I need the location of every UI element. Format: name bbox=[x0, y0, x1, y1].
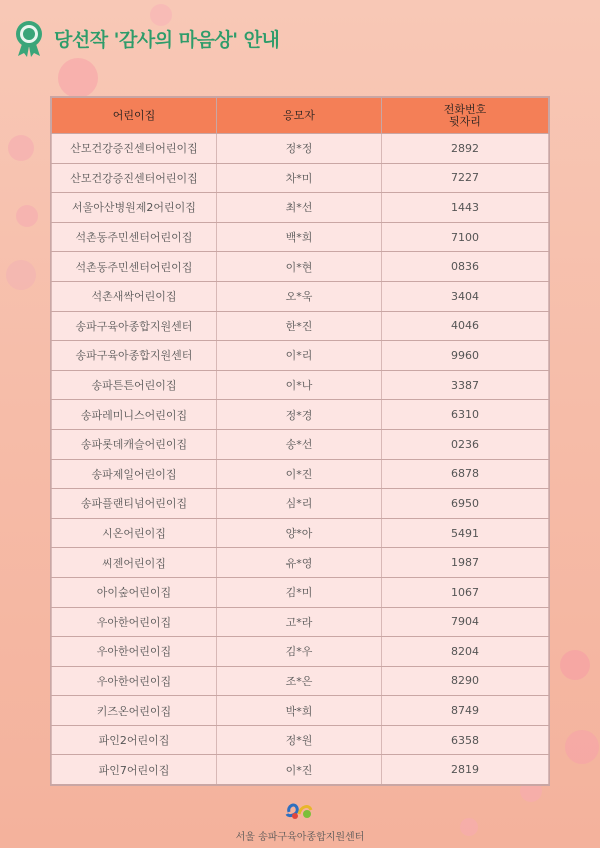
footer bbox=[0, 800, 600, 843]
cell-applicant: 최*선 bbox=[217, 193, 382, 223]
cell-phone: 3404 bbox=[382, 281, 549, 311]
cell-applicant: 유*영 bbox=[217, 548, 382, 578]
cell-daycare: 송파롯데캐슬어린이집 bbox=[52, 429, 217, 459]
organization-logo bbox=[283, 800, 317, 822]
cell-daycare: 우아한어린이집 bbox=[52, 607, 217, 637]
cell-daycare: 파인2어린이집 bbox=[52, 725, 217, 755]
table-row bbox=[52, 163, 549, 193]
cell-phone: 6358 bbox=[382, 725, 549, 755]
table-row bbox=[52, 577, 549, 607]
header-daycare: 어린이집 bbox=[52, 98, 217, 134]
cell-applicant: 오*욱 bbox=[217, 281, 382, 311]
table-row bbox=[52, 666, 549, 696]
cell-daycare: 우아한어린이집 bbox=[52, 637, 217, 667]
cell-daycare: 송파구육아종합지원센터 bbox=[52, 311, 217, 341]
header-phone: 전화번호 뒷자리 bbox=[382, 98, 549, 134]
table-row bbox=[52, 607, 549, 637]
table-row bbox=[52, 637, 549, 667]
cell-daycare: 산모건강증진센터어린이집 bbox=[52, 134, 217, 164]
cell-phone: 7100 bbox=[382, 222, 549, 252]
cell-daycare: 송파제일어린이집 bbox=[52, 459, 217, 489]
cell-daycare: 씨젠어린이집 bbox=[52, 548, 217, 578]
table-row bbox=[52, 548, 549, 578]
cell-phone: 8749 bbox=[382, 696, 549, 726]
winners-table bbox=[50, 96, 550, 786]
table-row bbox=[52, 134, 549, 164]
cell-phone: 7227 bbox=[382, 163, 549, 193]
cell-phone: 6950 bbox=[382, 489, 549, 519]
cell-applicant: 조*은 bbox=[217, 666, 382, 696]
page-title: 당선작 '감사의 마음상' 안내 bbox=[54, 28, 280, 51]
table-row bbox=[52, 489, 549, 519]
cell-applicant: 차*미 bbox=[217, 163, 382, 193]
cell-applicant: 한*진 bbox=[217, 311, 382, 341]
cell-phone: 8204 bbox=[382, 637, 549, 667]
cell-applicant: 이*현 bbox=[217, 252, 382, 282]
cell-applicant: 정*원 bbox=[217, 725, 382, 755]
cell-applicant: 김*미 bbox=[217, 577, 382, 607]
table-row bbox=[52, 193, 549, 223]
medal-icon bbox=[12, 18, 46, 58]
table-row bbox=[52, 370, 549, 400]
cell-phone: 5491 bbox=[382, 518, 549, 548]
page-header bbox=[12, 18, 279, 58]
cell-daycare: 우아한어린이집 bbox=[52, 666, 217, 696]
cell-phone: 6878 bbox=[382, 459, 549, 489]
cell-applicant: 정*경 bbox=[217, 400, 382, 430]
cell-applicant: 고*라 bbox=[217, 607, 382, 637]
table-row bbox=[52, 222, 549, 252]
cell-daycare: 송파튼튼어린이집 bbox=[52, 370, 217, 400]
organization-name: 서울 송파구육아종합지원센터 bbox=[235, 832, 365, 843]
cell-applicant: 이*나 bbox=[217, 370, 382, 400]
cell-daycare: 파인7어린이집 bbox=[52, 755, 217, 785]
header-applicant: 응모자 bbox=[217, 98, 382, 134]
cell-daycare: 석촌동주민센터어린이집 bbox=[52, 252, 217, 282]
cell-phone: 2892 bbox=[382, 134, 549, 164]
cell-phone: 0836 bbox=[382, 252, 549, 282]
cell-phone: 7904 bbox=[382, 607, 549, 637]
table-row bbox=[52, 252, 549, 282]
table-header-row bbox=[52, 98, 549, 134]
table-row bbox=[52, 281, 549, 311]
cell-phone: 1987 bbox=[382, 548, 549, 578]
cell-applicant: 백*희 bbox=[217, 222, 382, 252]
table-row bbox=[52, 696, 549, 726]
cell-applicant: 이*진 bbox=[217, 459, 382, 489]
cell-daycare: 키즈온어린이집 bbox=[52, 696, 217, 726]
cell-daycare: 송파구육아종합지원센터 bbox=[52, 341, 217, 371]
table-row bbox=[52, 755, 549, 785]
cell-phone: 3387 bbox=[382, 370, 549, 400]
cell-phone: 1067 bbox=[382, 577, 549, 607]
table-row bbox=[52, 311, 549, 341]
cell-daycare: 시온어린이집 bbox=[52, 518, 217, 548]
cell-daycare: 석촌동주민센터어린이집 bbox=[52, 222, 217, 252]
table-row bbox=[52, 725, 549, 755]
cell-applicant: 김*우 bbox=[217, 637, 382, 667]
cell-phone: 2819 bbox=[382, 755, 549, 785]
cell-phone: 6310 bbox=[382, 400, 549, 430]
table-row bbox=[52, 400, 549, 430]
cell-applicant: 이*리 bbox=[217, 341, 382, 371]
table-row bbox=[52, 341, 549, 371]
table-row bbox=[52, 518, 549, 548]
cell-daycare: 서울아산병원제2어린이집 bbox=[52, 193, 217, 223]
cell-applicant: 송*선 bbox=[217, 429, 382, 459]
cell-phone: 9960 bbox=[382, 341, 549, 371]
cell-daycare: 산모건강증진센터어린이집 bbox=[52, 163, 217, 193]
cell-daycare: 송파레미니스어린이집 bbox=[52, 400, 217, 430]
cell-phone: 4046 bbox=[382, 311, 549, 341]
table-row bbox=[52, 459, 549, 489]
table-row bbox=[52, 429, 549, 459]
cell-applicant: 이*진 bbox=[217, 755, 382, 785]
cell-applicant: 양*아 bbox=[217, 518, 382, 548]
cell-daycare: 석촌새싹어린이집 bbox=[52, 281, 217, 311]
cell-applicant: 박*희 bbox=[217, 696, 382, 726]
cell-applicant: 정*정 bbox=[217, 134, 382, 164]
cell-daycare: 아이숲어린이집 bbox=[52, 577, 217, 607]
cell-daycare: 송파플랜티넘어린이집 bbox=[52, 489, 217, 519]
cell-applicant: 심*리 bbox=[217, 489, 382, 519]
cell-phone: 0236 bbox=[382, 429, 549, 459]
cell-phone: 1443 bbox=[382, 193, 549, 223]
cell-phone: 8290 bbox=[382, 666, 549, 696]
